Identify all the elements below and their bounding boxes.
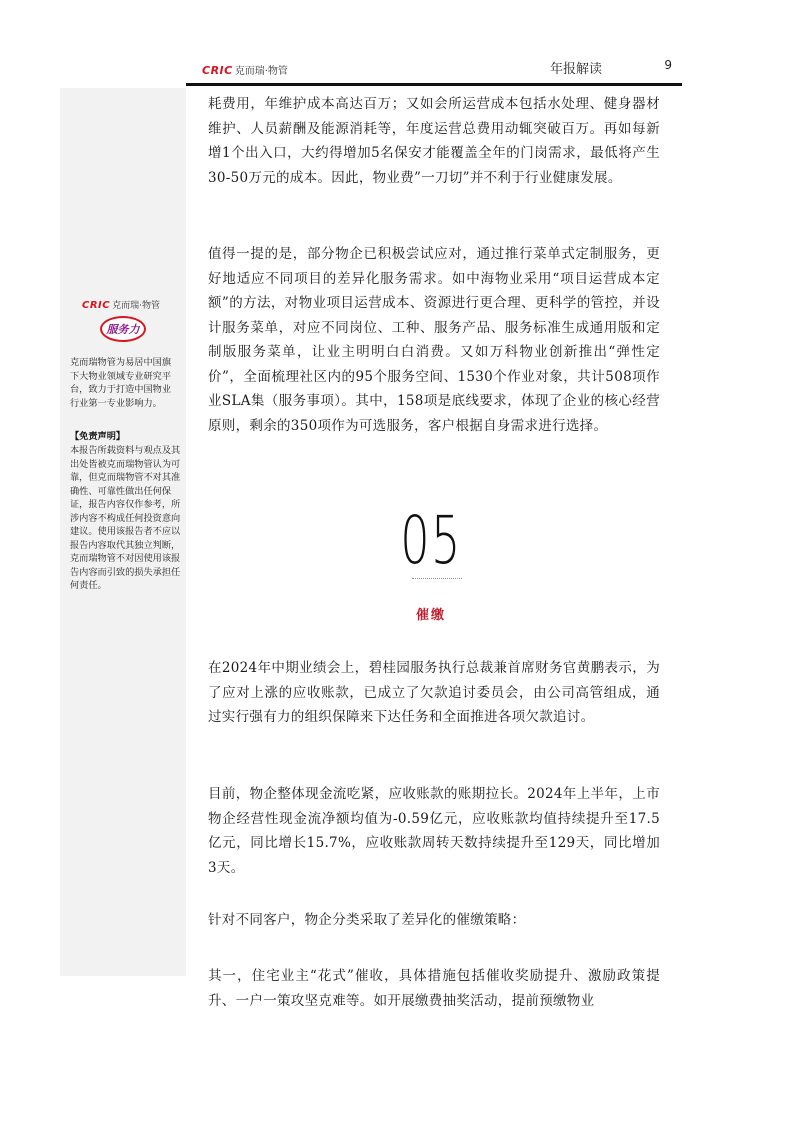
paragraph-1: 耗费用，年维护成本高达百万；又如会所运营成本包括水处理、健身器材维护、人员薪酬及能源消耗等，年度运营总费用动辄突破百万。再如每新增1个出入口，大约得增加5名保安才能覆盖全年的门岗需求，最低将产生30-50万元的成本。因此，物业费”一刀切”并不利于行业健康发展。: [208, 96, 660, 186]
header-title: 年报解读: [550, 62, 603, 77]
section-divider: [412, 578, 462, 579]
page-header: [186, 52, 682, 86]
header-logo-mark: CRIC: [202, 64, 233, 77]
service-badge-icon: [100, 316, 146, 342]
sidebar: [60, 88, 186, 976]
sidebar-logo-text: 克而瑞·物管: [112, 301, 160, 311]
header-rule: [186, 83, 682, 86]
disclaimer-title: 【免责声明】: [70, 431, 126, 442]
header-logo-text: 克而瑞·物管: [234, 66, 288, 77]
service-badge-text: 服务力: [106, 323, 140, 336]
paragraph-2: 值得一提的是，部分物企已积极尝试应对，通过推行菜单式定制服务，更好地适应不同项目的差异化服务需求。如中海物业采用“项目运营成本定额”的方法，对物业项目运营成本、资源进行更合理、更科学的管控，并设计服务菜单，对应不同岗位、工种、服务产品、服务标准生成通用版和定制版服务菜单，让业主明明白白消费。又如万科物业创新推出“弹性定价”，全面梳理社区内的95个服务空间、1530个作业对象，共计508项作业SLA集（服务事项）。其中，158项是底线要求，体现了企业的核心经营原则，剩余的350项作为可选服务，客户根据自身需求进行选择。: [208, 246, 660, 434]
sidebar-logo: [82, 298, 160, 311]
sidebar-intro: 克而瑞物管为易居中国旗下大物业领域专业研究平台，致力于打造中国物业行业第一专业影响力。: [70, 357, 172, 409]
header-logo: [202, 62, 288, 77]
disclaimer-text: 本报告所载资料与观点及其出处皆被克而瑞物管认为可靠，但克而瑞物管不对其准确性、可靠性做出任何保证，报告内容仅作参考，所涉内容不构成任何投资意向建议。使用该报告者不应以报告内容取代其独立判断，克而瑞物管不对因使用该报告内容而引致的损失承担任何责任。: [70, 445, 181, 591]
paragraph-6: 其一，住宅业主“花式”催收，具体措施包括催收奖励提升、激励政策提升、一户一策攻坚克难等。如开展缴费抽奖活动，提前预缴物业: [208, 968, 660, 1009]
paragraph-5: 针对不同客户，物企分类采取了差异化的催缴策略：: [208, 912, 526, 928]
paragraph-4: 目前，物企整体现金流吃紧，应收账款的账期拉长。2024年上半年，上市物企经营性现金流净额均值为-0.59亿元，应收账款均值持续提升至17.5亿元，同比增长15.7%，应收账款周转天数持续提升至129天，同比增加3天。: [208, 786, 660, 876]
paragraph-3: 在2024年中期业绩会上，碧桂园服务执行总裁兼首席财务官黄鹏表示，为了应对上涨的应收账款，已成立了欠款追讨委员会，由公司高管组成，通过实行强有力的组织保障来下达任务和全面推进各项欠款追讨。: [208, 660, 660, 725]
section-title: 催缴: [415, 608, 446, 623]
section-number: 05: [400, 502, 462, 579]
page-number: 9: [664, 58, 672, 72]
sidebar-logo-mark: CRIC: [82, 300, 111, 311]
